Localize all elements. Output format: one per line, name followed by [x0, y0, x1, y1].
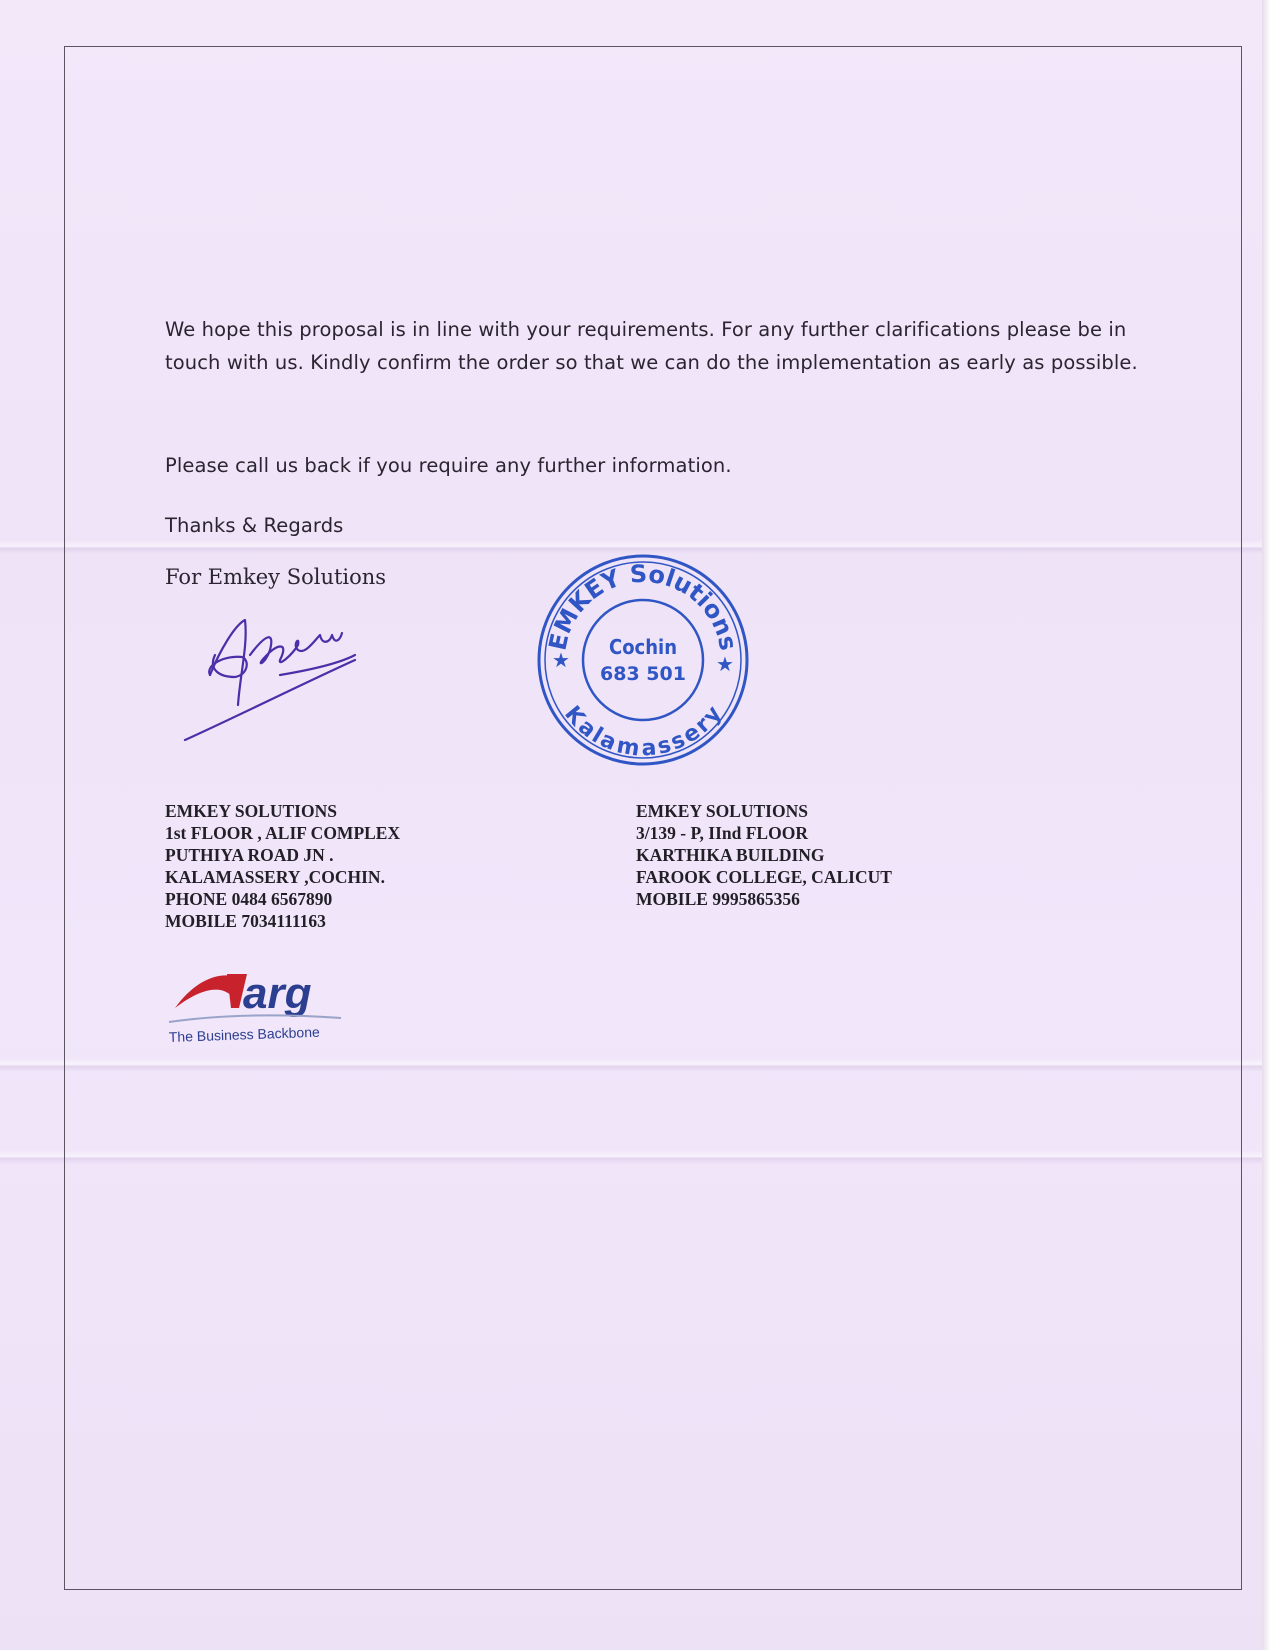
address-line: FAROOK COLLEGE, CALICUT [636, 867, 892, 887]
closing-paragraph: We hope this proposal is in line with your requirements. For any further clarifications please be in touch with us. Kindly confirm the order so that we can do the implementation as early as possible. [165, 318, 1138, 374]
cochin-office-address [165, 800, 400, 932]
address-line: 3/139 - P, IInd FLOOR [636, 823, 808, 843]
scan-edge [1262, 0, 1276, 1650]
address-line: MOBILE 7034111163 [165, 911, 326, 931]
logo-underline [169, 1015, 341, 1022]
star-icon: ★ [716, 652, 734, 676]
logo-wordmark: arg [243, 969, 312, 1018]
address-line: KARTHIKA BUILDING [636, 845, 825, 865]
callback-paragraph: Please call us back if you require any further information. [165, 454, 732, 477]
marg-logo [165, 960, 365, 1060]
logo-tagline: The Business Backbone [168, 1023, 320, 1045]
closing-salutation: Thanks & Regards [165, 514, 344, 537]
stamp-top-text: EMKEY Solutions [543, 559, 743, 653]
address-line: EMKEY SOLUTIONS [636, 801, 808, 821]
address-line: PHONE 0484 6567890 [165, 889, 333, 909]
address-line: KALAMASSERY ,COCHIN. [165, 867, 385, 887]
company-signoff: For Emkey Solutions [165, 565, 387, 589]
address-line: 1st FLOOR , ALIF COMPLEX [165, 823, 401, 843]
address-line: PUTHIYA ROAD JN . [165, 845, 334, 865]
stamp-bottom-text: Kalamassery [559, 701, 727, 762]
address-line: MOBILE 9995865356 [636, 889, 800, 909]
calicut-office-address [636, 800, 892, 910]
company-stamp [533, 550, 753, 770]
stamp-city: Cochin [608, 635, 678, 659]
handwritten-signature [180, 615, 410, 745]
address-line: EMKEY SOLUTIONS [165, 801, 337, 821]
stamp-pin: 683 501 [600, 663, 686, 685]
star-icon: ★ [552, 648, 570, 672]
